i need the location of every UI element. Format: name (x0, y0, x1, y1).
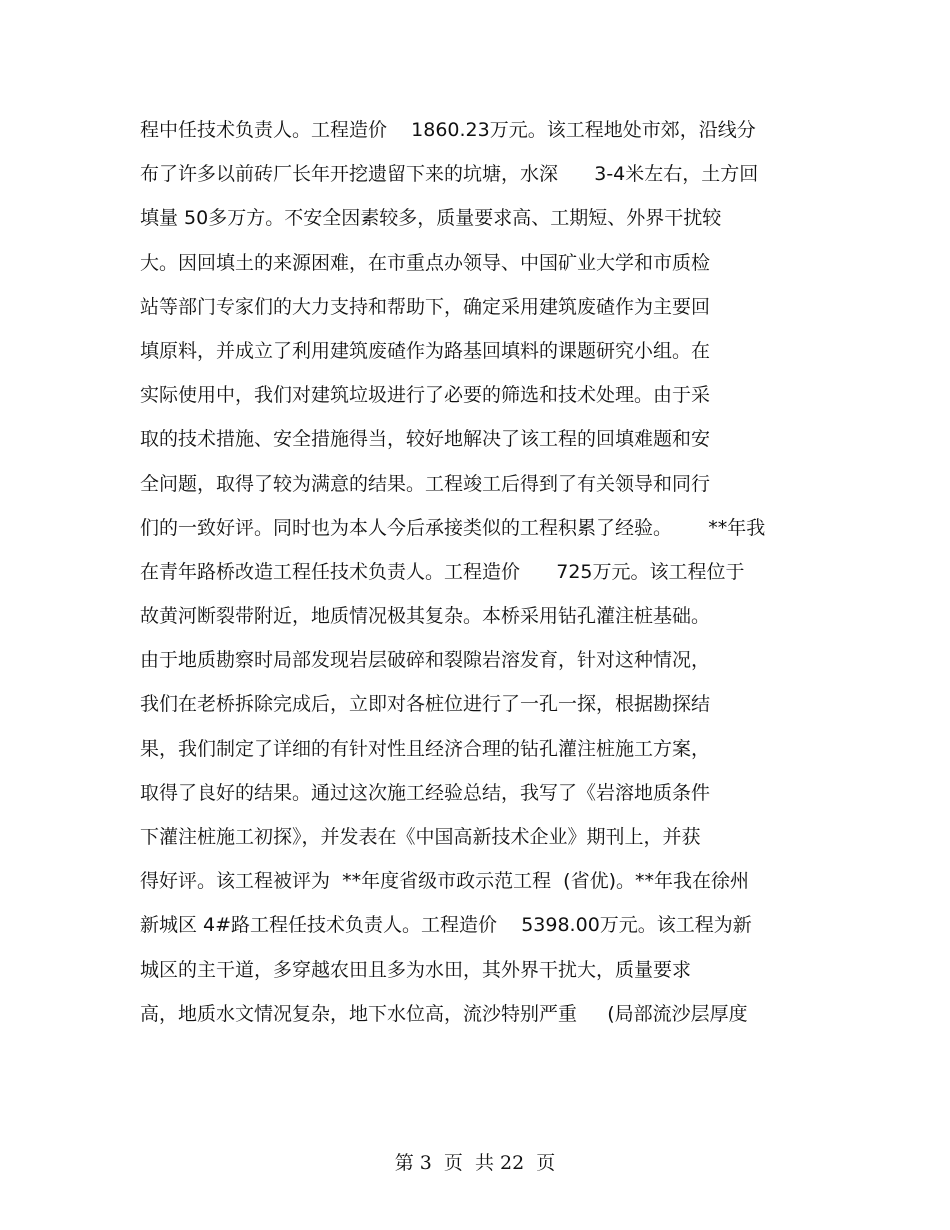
text-line: 全问题，取得了较为满意的结果。工程竣工后得到了有关领导和同行 (140, 472, 711, 495)
text-line: 们的一致好评。同时也为本人今后承接类似的工程积累了经验。 **年我 (140, 516, 766, 539)
text-line: 得好评。该工程被评为 **年度省级市政示范工程 (省优)。**年我在徐州 (140, 870, 749, 893)
text-line: 站等部门专家们的大力支持和帮助下，确定采用建筑废碴作为主要回 (140, 295, 711, 318)
text-line: 我们在老桥拆除完成后，立即对各桩位进行了一孔一探，根据勘探结 (140, 693, 711, 716)
text-line: 布了许多以前砖厂长年开挖遗留下来的坑塘，水深 3-4米左右，土方回 (140, 163, 759, 186)
text-line: 实际使用中，我们对建筑垃圾进行了必要的筛选和技术处理。由于采 (140, 384, 711, 407)
text-line: 高，地质水文情况复杂，地下水位高，流沙特别严重 (局部流沙层厚度 (140, 1002, 748, 1025)
text-line: 在青年路桥改造工程任技术负责人。工程造价 725万元。该工程位于 (140, 560, 745, 583)
body-text (140, 108, 820, 1036)
text-line: 程中任技术负责人。工程造价 1860.23万元。该工程地处市郊，沿线分 (140, 119, 756, 141)
page-number-footer: 第 3 页 共 22 页 (394, 1152, 556, 1174)
text-line: 填量 50多万方。不安全因素较多，质量要求高、工期短、外界干扰较 (140, 207, 722, 230)
text-line: 填原料，并成立了利用建筑废碴作为路基回填料的课题研究小组。在 (140, 339, 711, 362)
text-line: 故黄河断裂带附近，地质情况极其复杂。本桥采用钻孔灌注桩基础。 (140, 605, 711, 628)
text-line: 城区的主干道，多穿越农田且多为水田，其外界干扰大，质量要求 (140, 958, 692, 981)
text-line: 大。因回填土的来源困难，在市重点办领导、中国矿业大学和市质检 (140, 251, 711, 274)
text-line: 由于地质勘察时局部发现岩层破碎和裂隙岩溶发育，针对这种情况， (140, 649, 711, 672)
text-line: 下灌注桩施工初探》，并发表在《中国高新技术企业》期刊上，并获 (140, 826, 701, 848)
text-line: 取得了良好的结果。通过这次施工经验总结，我写了《岩溶地质条件 (140, 781, 711, 804)
text-line: 新城区 4#路工程任技术负责人。工程造价 5398.00万元。该工程为新 (140, 914, 752, 937)
text-line: 果，我们制定了详细的有针对性且经济合理的钻孔灌注桩施工方案， (140, 737, 711, 760)
text-line: 取的技术措施、安全措施得当，较好地解决了该工程的回填难题和安 (140, 428, 711, 451)
